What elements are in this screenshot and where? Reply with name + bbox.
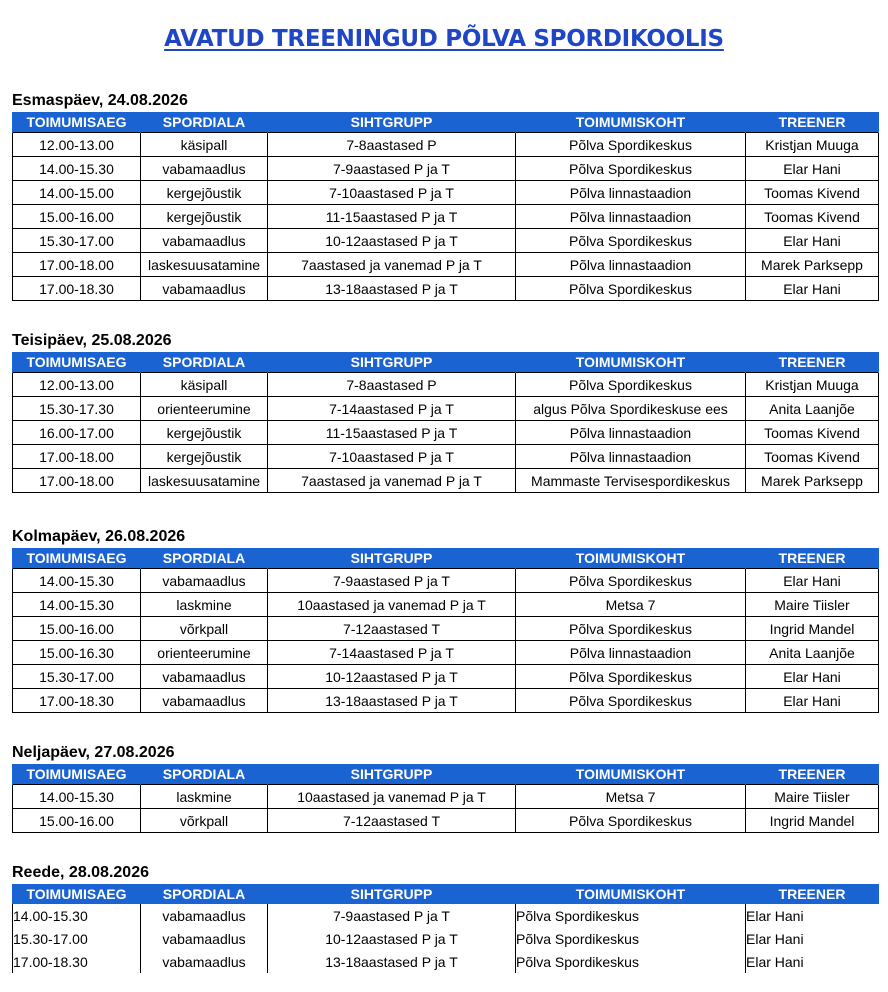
table-cell: vabamaadlus	[141, 277, 268, 301]
schedule-table	[12, 548, 879, 713]
table-cell: 17.00-18.30	[13, 689, 141, 713]
column-header: TREENER	[746, 764, 879, 785]
column-header: SIHTGRUPP	[268, 764, 516, 785]
table-cell: laskesuusatamine	[141, 253, 268, 277]
column-header: TOIMUMISKOHT	[516, 764, 746, 785]
table-row	[13, 950, 879, 973]
table-cell: Mammaste Tervisespordikeskus	[516, 469, 746, 493]
schedule-table	[12, 764, 879, 833]
table-cell: Põlva Spordikeskus	[516, 927, 746, 950]
table-cell: Põlva linnastaadion	[516, 421, 746, 445]
table-cell: kergejõustik	[141, 421, 268, 445]
table-cell: Elar Hani	[746, 665, 879, 689]
table-cell: 13-18aastased P ja T	[268, 950, 516, 973]
table-row	[13, 665, 879, 689]
table-cell: Elar Hani	[746, 229, 879, 253]
table-row	[13, 205, 879, 229]
table-header-row	[13, 352, 879, 373]
table-cell: Marek Parksepp	[746, 253, 879, 277]
schedule-table	[12, 112, 879, 301]
table-row	[13, 469, 879, 493]
column-header: TREENER	[746, 884, 879, 904]
day-heading: Neljapäev, 27.08.2026	[12, 744, 175, 761]
table-row	[13, 133, 879, 157]
table-row	[13, 397, 879, 421]
table-row	[13, 593, 879, 617]
table-cell: Põlva Spordikeskus	[516, 665, 746, 689]
column-header: TOIMUMISKOHT	[516, 548, 746, 569]
table-cell: Elar Hani	[746, 689, 879, 713]
table-cell: 17.00-18.30	[13, 950, 141, 973]
table-cell: Elar Hani	[746, 277, 879, 301]
table-row	[13, 689, 879, 713]
column-header: SIHTGRUPP	[268, 884, 516, 904]
table-cell: 12.00-13.00	[13, 133, 141, 157]
table-cell: Põlva Spordikeskus	[516, 617, 746, 641]
table-cell: 13-18aastased P ja T	[268, 689, 516, 713]
table-cell: 14.00-15.30	[13, 785, 141, 809]
table-cell: orienteerumine	[141, 641, 268, 665]
table-cell: 10-12aastased P ja T	[268, 229, 516, 253]
table-header-row	[13, 884, 879, 904]
table-row	[13, 229, 879, 253]
table-cell: Põlva linnastaadion	[516, 205, 746, 229]
table-cell: vabamaadlus	[141, 904, 268, 927]
table-cell: 15.30-17.00	[13, 665, 141, 689]
table-cell: Marek Parksepp	[746, 469, 879, 493]
table-cell: 17.00-18.00	[13, 469, 141, 493]
table-cell: Toomas Kivend	[746, 445, 879, 469]
table-cell: 7-9aastased P ja T	[268, 157, 516, 181]
table-cell: Ingrid Mandel	[746, 617, 879, 641]
table-cell: Maire Tiisler	[746, 785, 879, 809]
table-row	[13, 373, 879, 397]
table-cell: 15.00-16.00	[13, 617, 141, 641]
table-cell: laskmine	[141, 593, 268, 617]
table-cell: vabamaadlus	[141, 689, 268, 713]
table-cell: Põlva linnastaadion	[516, 253, 746, 277]
day-section	[12, 862, 878, 973]
column-header: TREENER	[746, 112, 879, 133]
column-header: TOIMUMISAEG	[13, 764, 141, 785]
table-cell: 7-14aastased P ja T	[268, 641, 516, 665]
column-header: TOIMUMISKOHT	[516, 352, 746, 373]
table-cell: 16.00-17.00	[13, 421, 141, 445]
table-cell: 7-9aastased P ja T	[268, 569, 516, 593]
table-cell: Metsa 7	[516, 593, 746, 617]
table-cell: kergejõustik	[141, 181, 268, 205]
table-row	[13, 617, 879, 641]
day-heading: Kolmapäev, 26.08.2026	[12, 528, 186, 545]
table-cell: võrkpall	[141, 809, 268, 833]
table-cell: Põlva Spordikeskus	[516, 569, 746, 593]
table-cell: 7-8aastased P	[268, 373, 516, 397]
table-cell: kergejõustik	[141, 445, 268, 469]
table-cell: Toomas Kivend	[746, 181, 879, 205]
table-cell: 17.00-18.00	[13, 253, 141, 277]
column-header: TOIMUMISKOHT	[516, 112, 746, 133]
day-section	[12, 742, 878, 833]
table-cell: 14.00-15.30	[13, 569, 141, 593]
table-header-row	[13, 764, 879, 785]
table-cell: vabamaadlus	[141, 927, 268, 950]
column-header: TOIMUMISAEG	[13, 112, 141, 133]
table-cell: Põlva Spordikeskus	[516, 950, 746, 973]
table-cell: Elar Hani	[746, 157, 879, 181]
table-row	[13, 421, 879, 445]
table-cell: 11-15aastased P ja T	[268, 205, 516, 229]
table-row	[13, 181, 879, 205]
table-cell: 10-12aastased P ja T	[268, 927, 516, 950]
table-cell: Põlva Spordikeskus	[516, 229, 746, 253]
table-cell: 7aastased ja vanemad P ja T	[268, 253, 516, 277]
table-cell: Elar Hani	[746, 950, 879, 973]
table-cell: 10aastased ja vanemad P ja T	[268, 785, 516, 809]
table-cell: 17.00-18.00	[13, 445, 141, 469]
table-cell: 14.00-15.30	[13, 593, 141, 617]
day-section	[12, 330, 878, 493]
table-cell: Ingrid Mandel	[746, 809, 879, 833]
table-cell: 17.00-18.30	[13, 277, 141, 301]
table-row	[13, 445, 879, 469]
table-cell: Põlva Spordikeskus	[516, 904, 746, 927]
table-cell: Põlva linnastaadion	[516, 641, 746, 665]
table-row	[13, 253, 879, 277]
table-cell: vabamaadlus	[141, 229, 268, 253]
table-cell: 15.00-16.30	[13, 641, 141, 665]
table-cell: laskesuusatamine	[141, 469, 268, 493]
table-row	[13, 277, 879, 301]
table-cell: Toomas Kivend	[746, 205, 879, 229]
column-header: SIHTGRUPP	[268, 112, 516, 133]
day-heading: Teisipäev, 25.08.2026	[12, 332, 172, 349]
table-cell: Põlva linnastaadion	[516, 445, 746, 469]
table-cell: Elar Hani	[746, 569, 879, 593]
table-cell: võrkpall	[141, 617, 268, 641]
table-row	[13, 157, 879, 181]
table-cell: 15.30-17.30	[13, 397, 141, 421]
column-header: SPORDIALA	[141, 884, 268, 904]
table-row	[13, 927, 879, 950]
table-cell: 12.00-13.00	[13, 373, 141, 397]
table-cell: Kristjan Muuga	[746, 373, 879, 397]
table-cell: Põlva Spordikeskus	[516, 157, 746, 181]
column-header: SIHTGRUPP	[268, 548, 516, 569]
table-header-row	[13, 548, 879, 569]
table-cell: Metsa 7	[516, 785, 746, 809]
table-row	[13, 904, 879, 927]
table-cell: Anita Laanjõe	[746, 641, 879, 665]
table-cell: vabamaadlus	[141, 665, 268, 689]
table-cell: 7-10aastased P ja T	[268, 181, 516, 205]
table-cell: orienteerumine	[141, 397, 268, 421]
table-cell: algus Põlva Spordikeskuse ees	[516, 397, 746, 421]
table-cell: 13-18aastased P ja T	[268, 277, 516, 301]
table-cell: 14.00-15.00	[13, 181, 141, 205]
table-cell: Maire Tiisler	[746, 593, 879, 617]
schedule-table	[12, 352, 879, 493]
column-header: TOIMUMISAEG	[13, 548, 141, 569]
table-row	[13, 809, 879, 833]
table-cell: Põlva linnastaadion	[516, 181, 746, 205]
column-header: TREENER	[746, 548, 879, 569]
day-section	[12, 526, 878, 713]
table-cell: Põlva Spordikeskus	[516, 689, 746, 713]
day-section	[12, 90, 878, 301]
table-cell: 15.00-16.00	[13, 205, 141, 229]
table-cell: kergejõustik	[141, 205, 268, 229]
table-cell: 15.00-16.00	[13, 809, 141, 833]
table-cell: Elar Hani	[746, 904, 879, 927]
table-cell: 15.30-17.00	[13, 927, 141, 950]
table-cell: 7-14aastased P ja T	[268, 397, 516, 421]
column-header: SIHTGRUPP	[268, 352, 516, 373]
table-cell: 14.00-15.30	[13, 904, 141, 927]
table-cell: käsipall	[141, 133, 268, 157]
page-title: AVATUD TREENINGUD PÕLVA SPORDIKOOLIS	[164, 26, 724, 52]
column-header: SPORDIALA	[141, 352, 268, 373]
table-cell: Põlva Spordikeskus	[516, 373, 746, 397]
column-header: TOIMUMISAEG	[13, 884, 141, 904]
column-header: TREENER	[746, 352, 879, 373]
table-cell: 15.30-17.00	[13, 229, 141, 253]
table-cell: Anita Laanjõe	[746, 397, 879, 421]
day-heading: Reede, 28.08.2026	[12, 864, 149, 881]
table-cell: Põlva Spordikeskus	[516, 277, 746, 301]
column-header: SPORDIALA	[141, 548, 268, 569]
table-cell: 11-15aastased P ja T	[268, 421, 516, 445]
table-row	[13, 785, 879, 809]
column-header: TOIMUMISAEG	[13, 352, 141, 373]
table-cell: 10aastased ja vanemad P ja T	[268, 593, 516, 617]
table-cell: 7-12aastased T	[268, 809, 516, 833]
table-cell: 10-12aastased P ja T	[268, 665, 516, 689]
column-header: SPORDIALA	[141, 112, 268, 133]
table-header-row	[13, 112, 879, 133]
table-cell: Elar Hani	[746, 927, 879, 950]
table-cell: 7-8aastased P	[268, 133, 516, 157]
table-cell: Toomas Kivend	[746, 421, 879, 445]
table-cell: Kristjan Muuga	[746, 133, 879, 157]
column-header: SPORDIALA	[141, 764, 268, 785]
schedule-table	[12, 884, 879, 973]
table-cell: 7-10aastased P ja T	[268, 445, 516, 469]
table-cell: Põlva Spordikeskus	[516, 133, 746, 157]
table-cell: 14.00-15.30	[13, 157, 141, 181]
table-cell: 7aastased ja vanemad P ja T	[268, 469, 516, 493]
table-cell: 7-9aastased P ja T	[268, 904, 516, 927]
table-row	[13, 569, 879, 593]
table-row	[13, 641, 879, 665]
table-cell: vabamaadlus	[141, 950, 268, 973]
column-header: TOIMUMISKOHT	[516, 884, 746, 904]
table-cell: käsipall	[141, 373, 268, 397]
table-cell: vabamaadlus	[141, 157, 268, 181]
table-cell: Põlva Spordikeskus	[516, 809, 746, 833]
table-cell: 7-12aastased T	[268, 617, 516, 641]
table-cell: laskmine	[141, 785, 268, 809]
table-cell: vabamaadlus	[141, 569, 268, 593]
day-heading: Esmaspäev, 24.08.2026	[12, 92, 188, 109]
